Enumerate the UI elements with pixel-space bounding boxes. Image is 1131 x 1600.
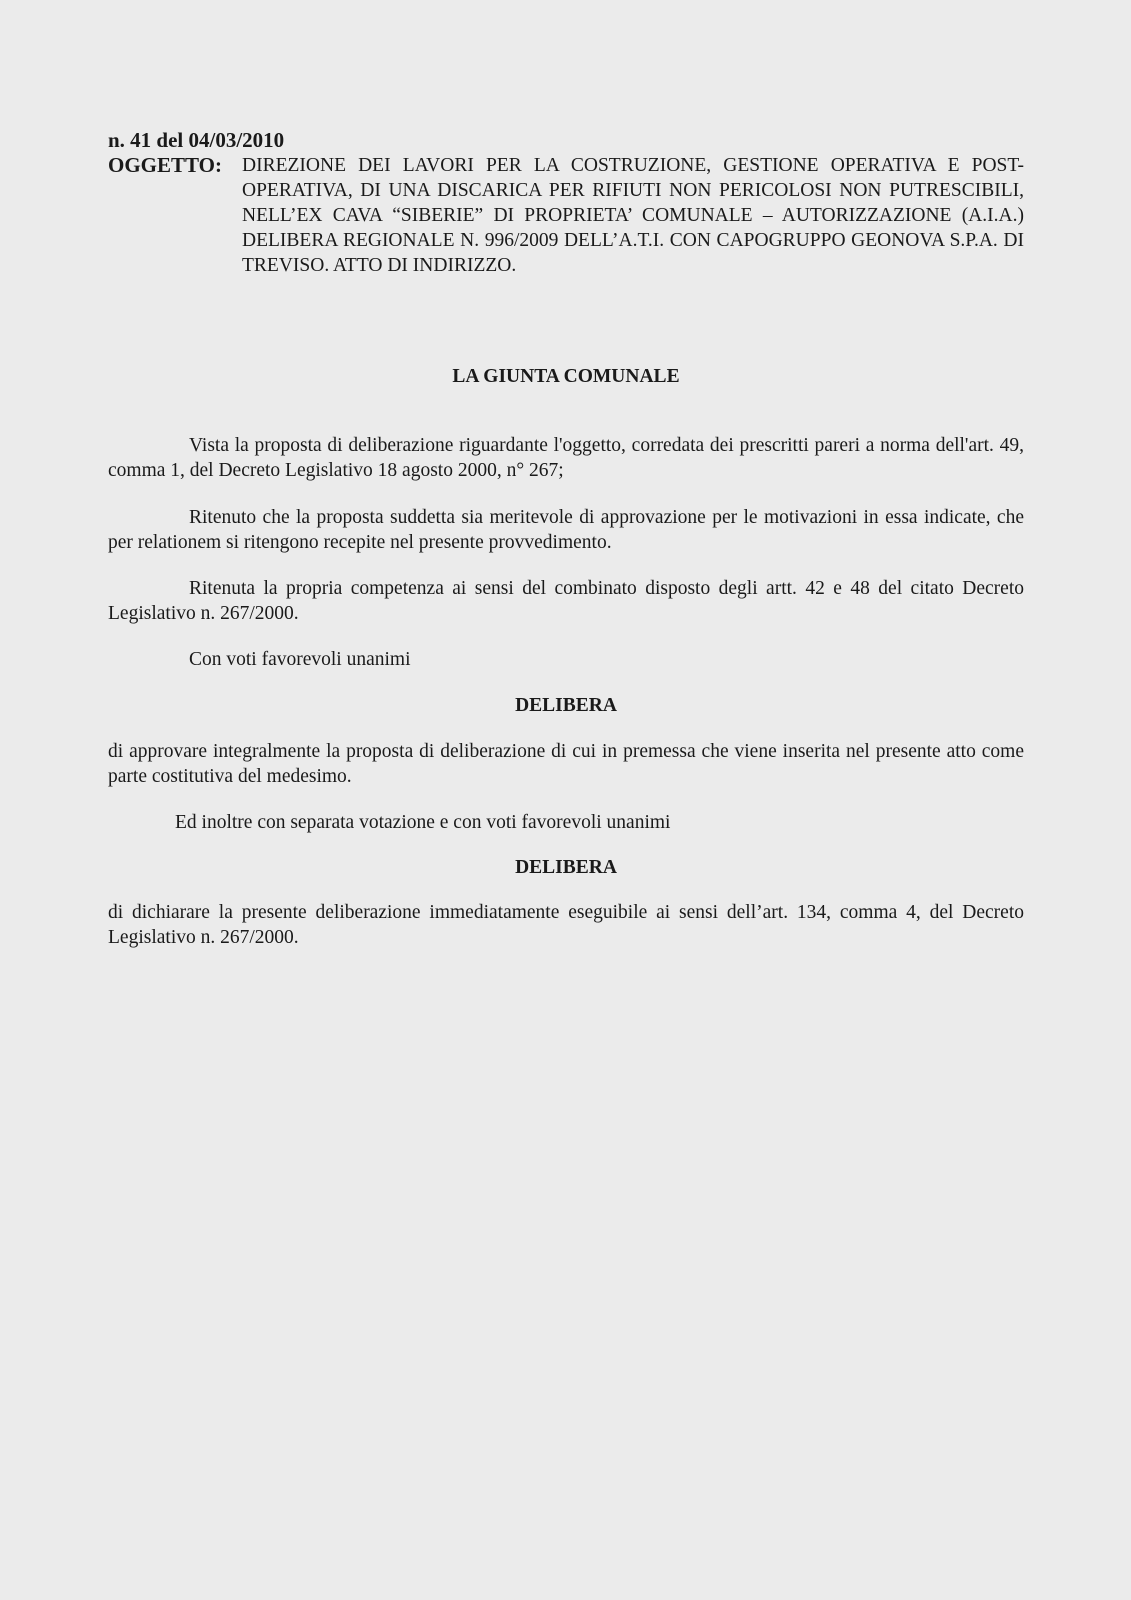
paragraph-ritenuta: Ritenuta la propria competenza ai sensi del combinato disposto degli artt. 42 e 48 del citato Decreto Legislativo n. 267/2000. [108, 578, 1024, 624]
document-page [108, 128, 1024, 950]
delibera-heading-2: DELIBERA [515, 857, 617, 878]
subject-label: OGGETTO: [108, 153, 222, 177]
paragraph-voti: Con voti favorevoli unanimi [189, 649, 411, 670]
delibera-text-1: di approvare integralmente la proposta di deliberazione di cui in premessa che viene inserita nel presente atto come parte costitutiva del medesimo. [108, 741, 1024, 787]
delibera-heading-1: DELIBERA [515, 695, 617, 716]
body-heading: LA GIUNTA COMUNALE [452, 366, 680, 387]
separate-vote-paragraph: Ed inoltre con separata votazione e con voti favorevoli unanimi [175, 812, 671, 833]
subject-block [108, 153, 1024, 278]
subject-text: DIREZIONE DEI LAVORI PER LA COSTRUZIONE, GESTIONE OPERATIVA E POST-OPERATIVA, DI UNA DISCARICA PER RIFIUTI NON PERICOLOSI NON PUTRESCIBILI, NELL’EX CAVA “SIBERIE” DI PROPRIETA’ COMUNALE – AUTORIZZAZIONE (A.I.A.) DELIBERA REGIONALE N. 996/2009 DELL’A.T.I. CON CAPOGRUPPO GEONOVA S.P.A. DI TREVISO. ATTO DI INDIRIZZO. [242, 155, 1024, 276]
paragraph-ritenuto: Ritenuto che la proposta suddetta sia meritevole di approvazione per le motivazioni in essa indicate, che per relationem si ritengono recepite nel presente provvedimento. [108, 507, 1024, 553]
paragraph-vista: Vista la proposta di deliberazione riguardante l'oggetto, corredata dei prescritti pareri a norma dell'art. 49, comma 1, del Decreto Legislativo 18 agosto 2000, n° 267; [108, 435, 1024, 481]
document-number: n. 41 del 04/03/2010 [108, 128, 285, 152]
delibera-text-2: di dichiarare la presente deliberazione immediatamente eseguibile ai sensi dell’art. 134, comma 4, del Decreto Legislativo n. 267/2000. [108, 902, 1024, 948]
